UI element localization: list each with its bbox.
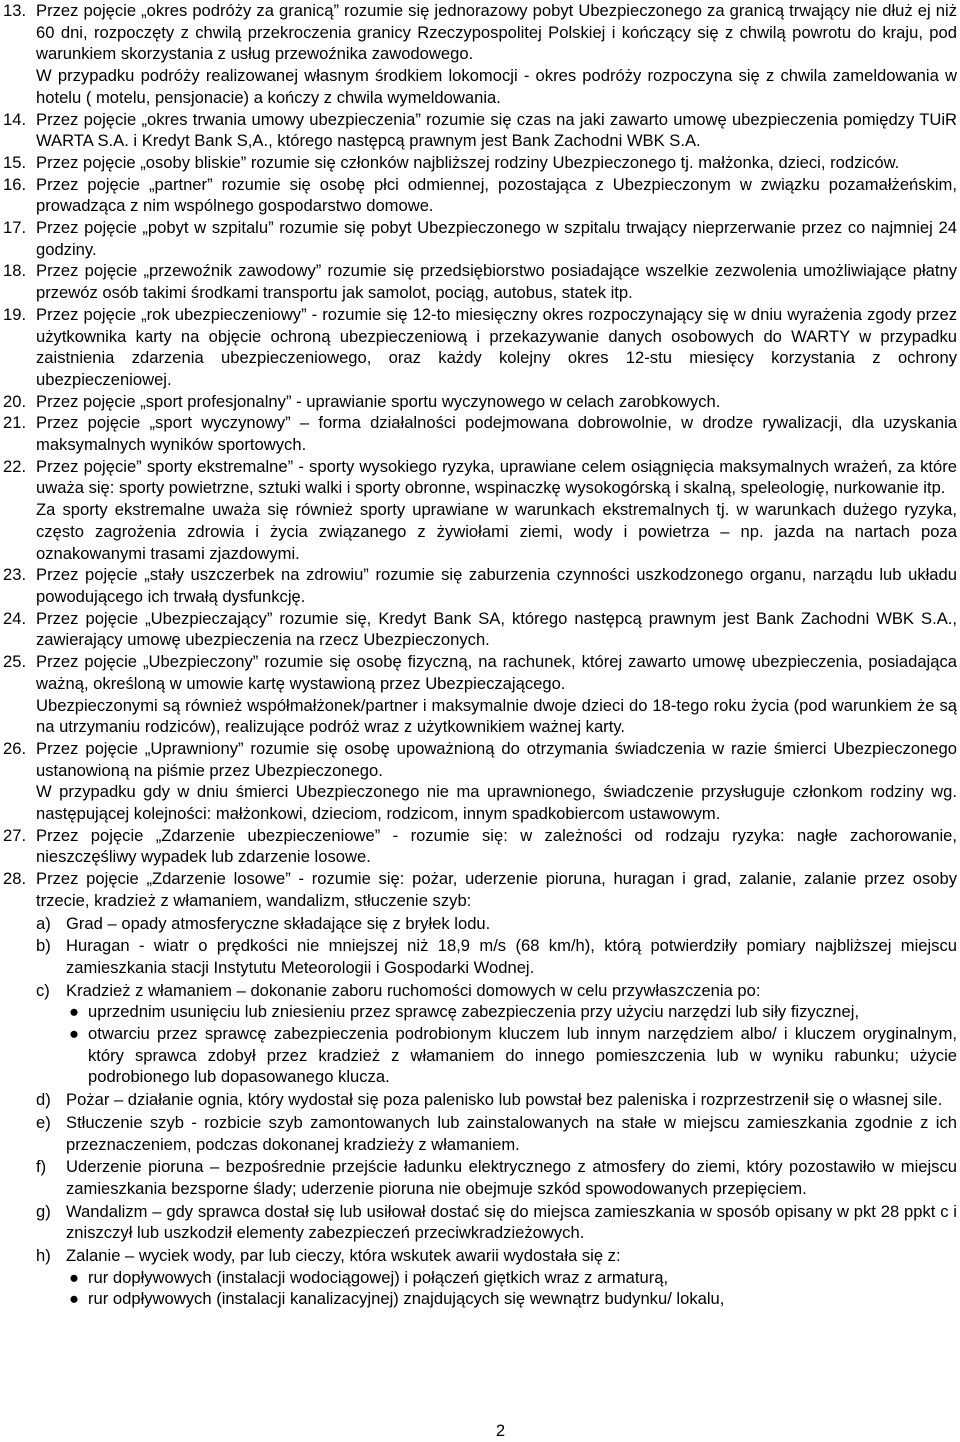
sub-item-text: Wandalizm – gdy sprawca dostał się lub usiłował dostać się do miejsca zamieszkania w sposób opisany w pkt 28 ppkt c i zniszczył lub uszkodził elementy zabezpieczeń przeciwkradzieżowych. — [66, 1201, 957, 1243]
sub-item-label: f) — [36, 1157, 47, 1177]
sub-item-text: Stłuczenie szyb - rozbicie szyb zamontowanych lub zainstalowanych na stałe w miejscu zamieszkania zgodnie z ich przeznaczeniem, podczas dokonanej kradzieży z włamaniem. — [66, 1112, 957, 1154]
sub-item — [36, 1156, 957, 1199]
bullet-text: uprzednim usunięciu lub zniesieniu przez sprawcę zabezpieczenia przy użyciu narzędzi lub siły fizycznej, — [88, 1002, 860, 1022]
sub-item-text: Grad – opady atmosferyczne składające się z bryłek lodu. — [66, 913, 491, 933]
item-body — [36, 109, 957, 152]
bullet-text: rur odpływowych (instalacji kanalizacyjnej) znajdujących się wewnątrz budynku/ lokalu, — [88, 1289, 725, 1309]
item-paragraph: Przez pojęcie „sport wyczynowy” – forma działalności podejmowana dobrowolnie, w drodze rywalizacji, dla uzyskania maksymalnych wyników sportowych. — [36, 413, 957, 455]
item-paragraph: Przez pojęcie „rok ubezpieczeniowy” - rozumie się 12-to miesięczny okres rozpoczynający się w dniu wyrażenia zgody przez użytkownika karty na objęcie ochroną ubezpieczeniową i przekazywanie danych osobowych do WARTY w przypadku zaistnienia zdarzenia ubezpieczeniowego, oraz każdy kolejny okres 12-stu miesięcy korzystania z ochrony ubezpieczeniowej. — [36, 304, 957, 389]
bullet-text: rur dopływowych (instalacji wodociągowej) i połączeń giętkich wraz z armaturą, — [88, 1267, 669, 1287]
item-number: 20. — [3, 391, 27, 411]
item-paragraph: Przez pojęcie „Uprawniony” rozumie się osobę upoważnioną do otrzymania świadczenia w razie śmierci Ubezpieczonego ustanowioną na piśmie przez Ubezpieczonego. — [36, 738, 957, 780]
item-number: 16. — [3, 174, 27, 194]
item-paragraph: Przez pojęcie „okres trwania umowy ubezpieczenia” rozumie się czas na jaki zawarto umowę ubezpieczenia pomiędzy TUiR WARTA S.A. i Kredyt Bank S,A., którego następcą prawnym jest Bank Zachodni WBK S.A. — [36, 109, 957, 151]
sub-item-body — [66, 935, 957, 978]
definition-item — [3, 651, 957, 738]
item-paragraph: Przez pojęcie „Zdarzenie ubezpieczeniowe” - rozumie się: w zależności od rodzaju ryzyka: nagłe zachorowanie, nieszczęśliwy wypadek lub zdarzenie losowe. — [36, 825, 957, 867]
definition-item — [3, 0, 957, 109]
item-number: 26. — [3, 738, 27, 758]
sub-item — [36, 913, 957, 935]
item-number: 15. — [3, 152, 27, 172]
item-paragraph: Za sporty ekstremalne uważa się również sporty uprawiane w warunkach ekstremalnych tj. w warunkach dużego ryzyka, często zagrożenia zdrowia i życia związanego z żywiołami ziemi, wody i powietrza – np. jazda na nartach poza oznakowanymi trasami zjazdowymi. — [36, 500, 957, 563]
sub-item-label: g) — [36, 1201, 51, 1221]
bullet-icon: ● — [69, 1024, 80, 1044]
definition-item — [3, 391, 957, 413]
item-body — [36, 391, 957, 413]
bullet-item — [66, 1267, 957, 1289]
definition-item — [3, 564, 957, 607]
item-number: 28. — [3, 869, 27, 889]
bullet-icon: ● — [69, 1267, 80, 1287]
sub-item — [36, 935, 957, 978]
item-number: 22. — [3, 456, 27, 476]
item-body — [36, 0, 957, 109]
item-paragraph: Przez pojęcie „stały uszczerbek na zdrowiu” rozumie się zaburzenia czynności uszkodzonego organu, narządu lub układu powodującego ich trwałą dysfunkcję. — [36, 565, 957, 606]
item-body — [36, 738, 957, 825]
sub-item-text: Huragan - wiatr o prędkości nie mniejszej niż 18,9 m/s (68 km/h), którą potwierdziły pomiary najbliższej miejscu zamieszkania stacji Instytutu Meteorologii i Gospodarki Wodnej. — [66, 936, 957, 977]
definition-item — [3, 412, 957, 455]
item-body — [36, 564, 957, 607]
sub-item-body — [66, 1089, 957, 1111]
page-number: 2 — [495, 1421, 506, 1440]
item-body — [36, 174, 957, 217]
sub-item — [36, 980, 957, 1089]
bullet-icon: ● — [69, 1002, 80, 1022]
item-paragraph: Przez pojęcie „partner” rozumie się osobę płci odmiennej, pozostająca z Ubezpieczonym w związku pozamałżeńskim, prowadząca z nim wspólnego gospodarstwo domowe. — [36, 174, 957, 216]
sub-item-label: b) — [36, 936, 51, 956]
item-number: 17. — [3, 218, 27, 238]
item-body — [36, 825, 957, 868]
sub-item-text: Kradzież z włamaniem – dokonanie zaboru ruchomości domowych w celu przywłaszczenia po: — [66, 980, 761, 1000]
item-body — [36, 608, 957, 651]
definition-item — [3, 825, 957, 868]
sub-item — [36, 1245, 957, 1310]
bullet-list — [66, 1001, 957, 1088]
definition-item — [3, 738, 957, 825]
item-paragraph: Przez pojęcie „okres podróży za granicą” rozumie się jednorazowy pobyt Ubezpieczonego za granicą trwający nie dłuż ej niż 60 dni, rozpoczęty z chwilą przekroczenia granicy Rzeczypospolitej Polskiej i kończący się z chwilą powrotu do kraju, pod warunkiem skorzystania z usług przewoźnika zawodowego. — [36, 1, 957, 64]
definitions-list — [3, 0, 957, 1310]
item-paragraph: Przez pojęcie „sport profesjonalny” - uprawianie sportu wyczynowego w celach zarobkowych. — [36, 391, 721, 411]
definition-item — [3, 304, 957, 391]
definition-item — [3, 260, 957, 303]
bullet-list — [66, 1267, 957, 1310]
sub-item-label: a) — [36, 913, 51, 933]
item-body — [36, 456, 957, 565]
item-paragraph: Przez pojęcie „Ubezpieczający” rozumie się, Kredyt Bank SA, którego następcą prawnym jest Bank Zachodni WBK S.A., zawierający umowę ubezpieczenia na rzecz Ubezpieczonych. — [36, 608, 957, 650]
sub-item-label: e) — [36, 1112, 51, 1132]
item-body — [36, 868, 957, 1310]
sub-item-label: d) — [36, 1090, 51, 1110]
item-body — [36, 217, 957, 260]
item-paragraph: Przez pojęcie „Ubezpieczony” rozumie się osobę fizyczną, na rachunek, której zawarto umowę ubezpieczenia, posiadająca ważną, określoną w umowie kartę wystawioną przez Ubezpieczającego. — [36, 652, 957, 693]
item-paragraph: W przypadku gdy w dniu śmierci Ubezpieczonego nie ma uprawnionego, świadczenie przysługuje członkom rodziny wg. następującej kolejności: małżonkowi, dzieciom, rodzicom, innym spadkobiercom ustawowym. — [36, 782, 957, 824]
item-paragraph: Przez pojęcie” sporty ekstremalne” - sporty wysokiego ryzyka, uprawiane celem osiągnięcia maksymalnych wrażeń, za które uważa się: sporty powietrzne, sztuki walki i sporty obronne, wspinaczkę wysokogórską i skalną, speleologię, nurkowanie itp. — [36, 456, 957, 498]
item-number: 18. — [3, 261, 27, 281]
sub-item-body — [66, 1156, 957, 1199]
item-body — [36, 412, 957, 455]
sub-item — [36, 1112, 957, 1155]
bullet-item — [66, 1288, 957, 1310]
definition-item — [3, 217, 957, 260]
item-paragraph: Przez pojęcie „przewoźnik zawodowy” rozumie się przedsiębiorstwo posiadające wszelkie zezwolenia umożliwiające płatny przewóz osób takimi środkami transportu jak samolot, pociąg, autobus, statek itp. — [36, 261, 957, 303]
bullet-item — [66, 1023, 957, 1088]
item-paragraph: W przypadku podróży realizowanej własnym środkiem lokomocji - okres podróży rozpoczyna się z chwila zameldowania w hotelu ( motelu, pensjonacie) a kończy z chwila wymeldowania. — [36, 66, 957, 107]
item-paragraph: Przez pojęcie „Zdarzenie losowe” - rozumie się: pożar, uderzenie pioruna, huragan i grad, zalanie, zalanie przez osoby trzecie, kradzież z włamaniem, wandalizm, stłuczenie szyb: — [36, 869, 957, 910]
item-number: 19. — [3, 304, 27, 324]
sub-item — [36, 1089, 957, 1111]
item-number: 14. — [3, 109, 27, 129]
bullet-text: otwarciu przez sprawcę zabezpieczenia podrobionym kluczem lub innym narzędziem albo/ i kluczem oryginalnym, który sprawca zdobył przez kradzież z włamaniem do innego pomieszczenia lub w wyniku rabunku; użycie podrobionego lub dopasowanego klucza. — [88, 1024, 957, 1087]
item-body — [36, 152, 957, 174]
sub-item-text: Uderzenie pioruna – bezpośrednie przejście ładunku elektrycznego z atmosfery do ziemi, który pozostawiło w miejscu zamieszkania bezsporne ślady; uderzenie pioruna nie obejmuje szkód spowodowanych przepięciem. — [66, 1157, 957, 1198]
item-number: 21. — [3, 413, 27, 433]
item-body — [36, 304, 957, 391]
sub-item-body — [66, 1112, 957, 1155]
page-footer — [0, 1420, 960, 1442]
item-paragraph: Ubezpieczonymi są również współmałżonek/partner i maksymalnie dwoje dzieci do 18-tego roku życia (pod warunkiem że są na utrzymaniu rodziców), realizujące podróż wraz z użytkownikiem ważnej karty. — [36, 695, 957, 737]
item-body — [36, 260, 957, 303]
sub-item-text: Zalanie – wyciek wody, par lub cieczy, która wskutek awarii wydostała się z: — [66, 1246, 621, 1266]
sub-item-body — [66, 980, 957, 1089]
definition-item — [3, 174, 957, 217]
definition-item-random-event — [3, 868, 957, 1310]
item-number: 27. — [3, 825, 27, 845]
sub-item-body — [66, 1201, 957, 1244]
bullet-icon: ● — [69, 1289, 80, 1309]
definition-item — [3, 456, 957, 565]
sub-item-body — [66, 913, 957, 935]
definition-item — [3, 109, 957, 152]
definition-item — [3, 608, 957, 651]
sub-item-label: c) — [36, 980, 50, 1000]
item-number: 13. — [3, 1, 27, 20]
item-number: 23. — [3, 565, 27, 585]
item-body — [36, 651, 957, 738]
sub-item — [36, 1201, 957, 1244]
definition-item — [3, 152, 957, 174]
bullet-item — [66, 1001, 957, 1023]
item-paragraph: Przez pojęcie „pobyt w szpitalu” rozumie się pobyt Ubezpieczonego w szpitalu trwający nieprzerwanie przez co najmniej 24 godziny. — [36, 218, 957, 259]
item-paragraph: Przez pojęcie „osoby bliskie” rozumie się członków najbliższej rodziny Ubezpieczonego tj. małżonka, dzieci, rodziców. — [36, 152, 900, 172]
item-number: 25. — [3, 652, 27, 672]
sub-item-label: h) — [36, 1246, 51, 1266]
sub-item-body — [66, 1245, 957, 1310]
item-number: 24. — [3, 608, 27, 628]
sub-item-text: Pożar – działanie ognia, który wydostał się poza palenisko lub powstał bez paleniska i rozprzestrzenił się o własnej sile. — [66, 1090, 943, 1110]
